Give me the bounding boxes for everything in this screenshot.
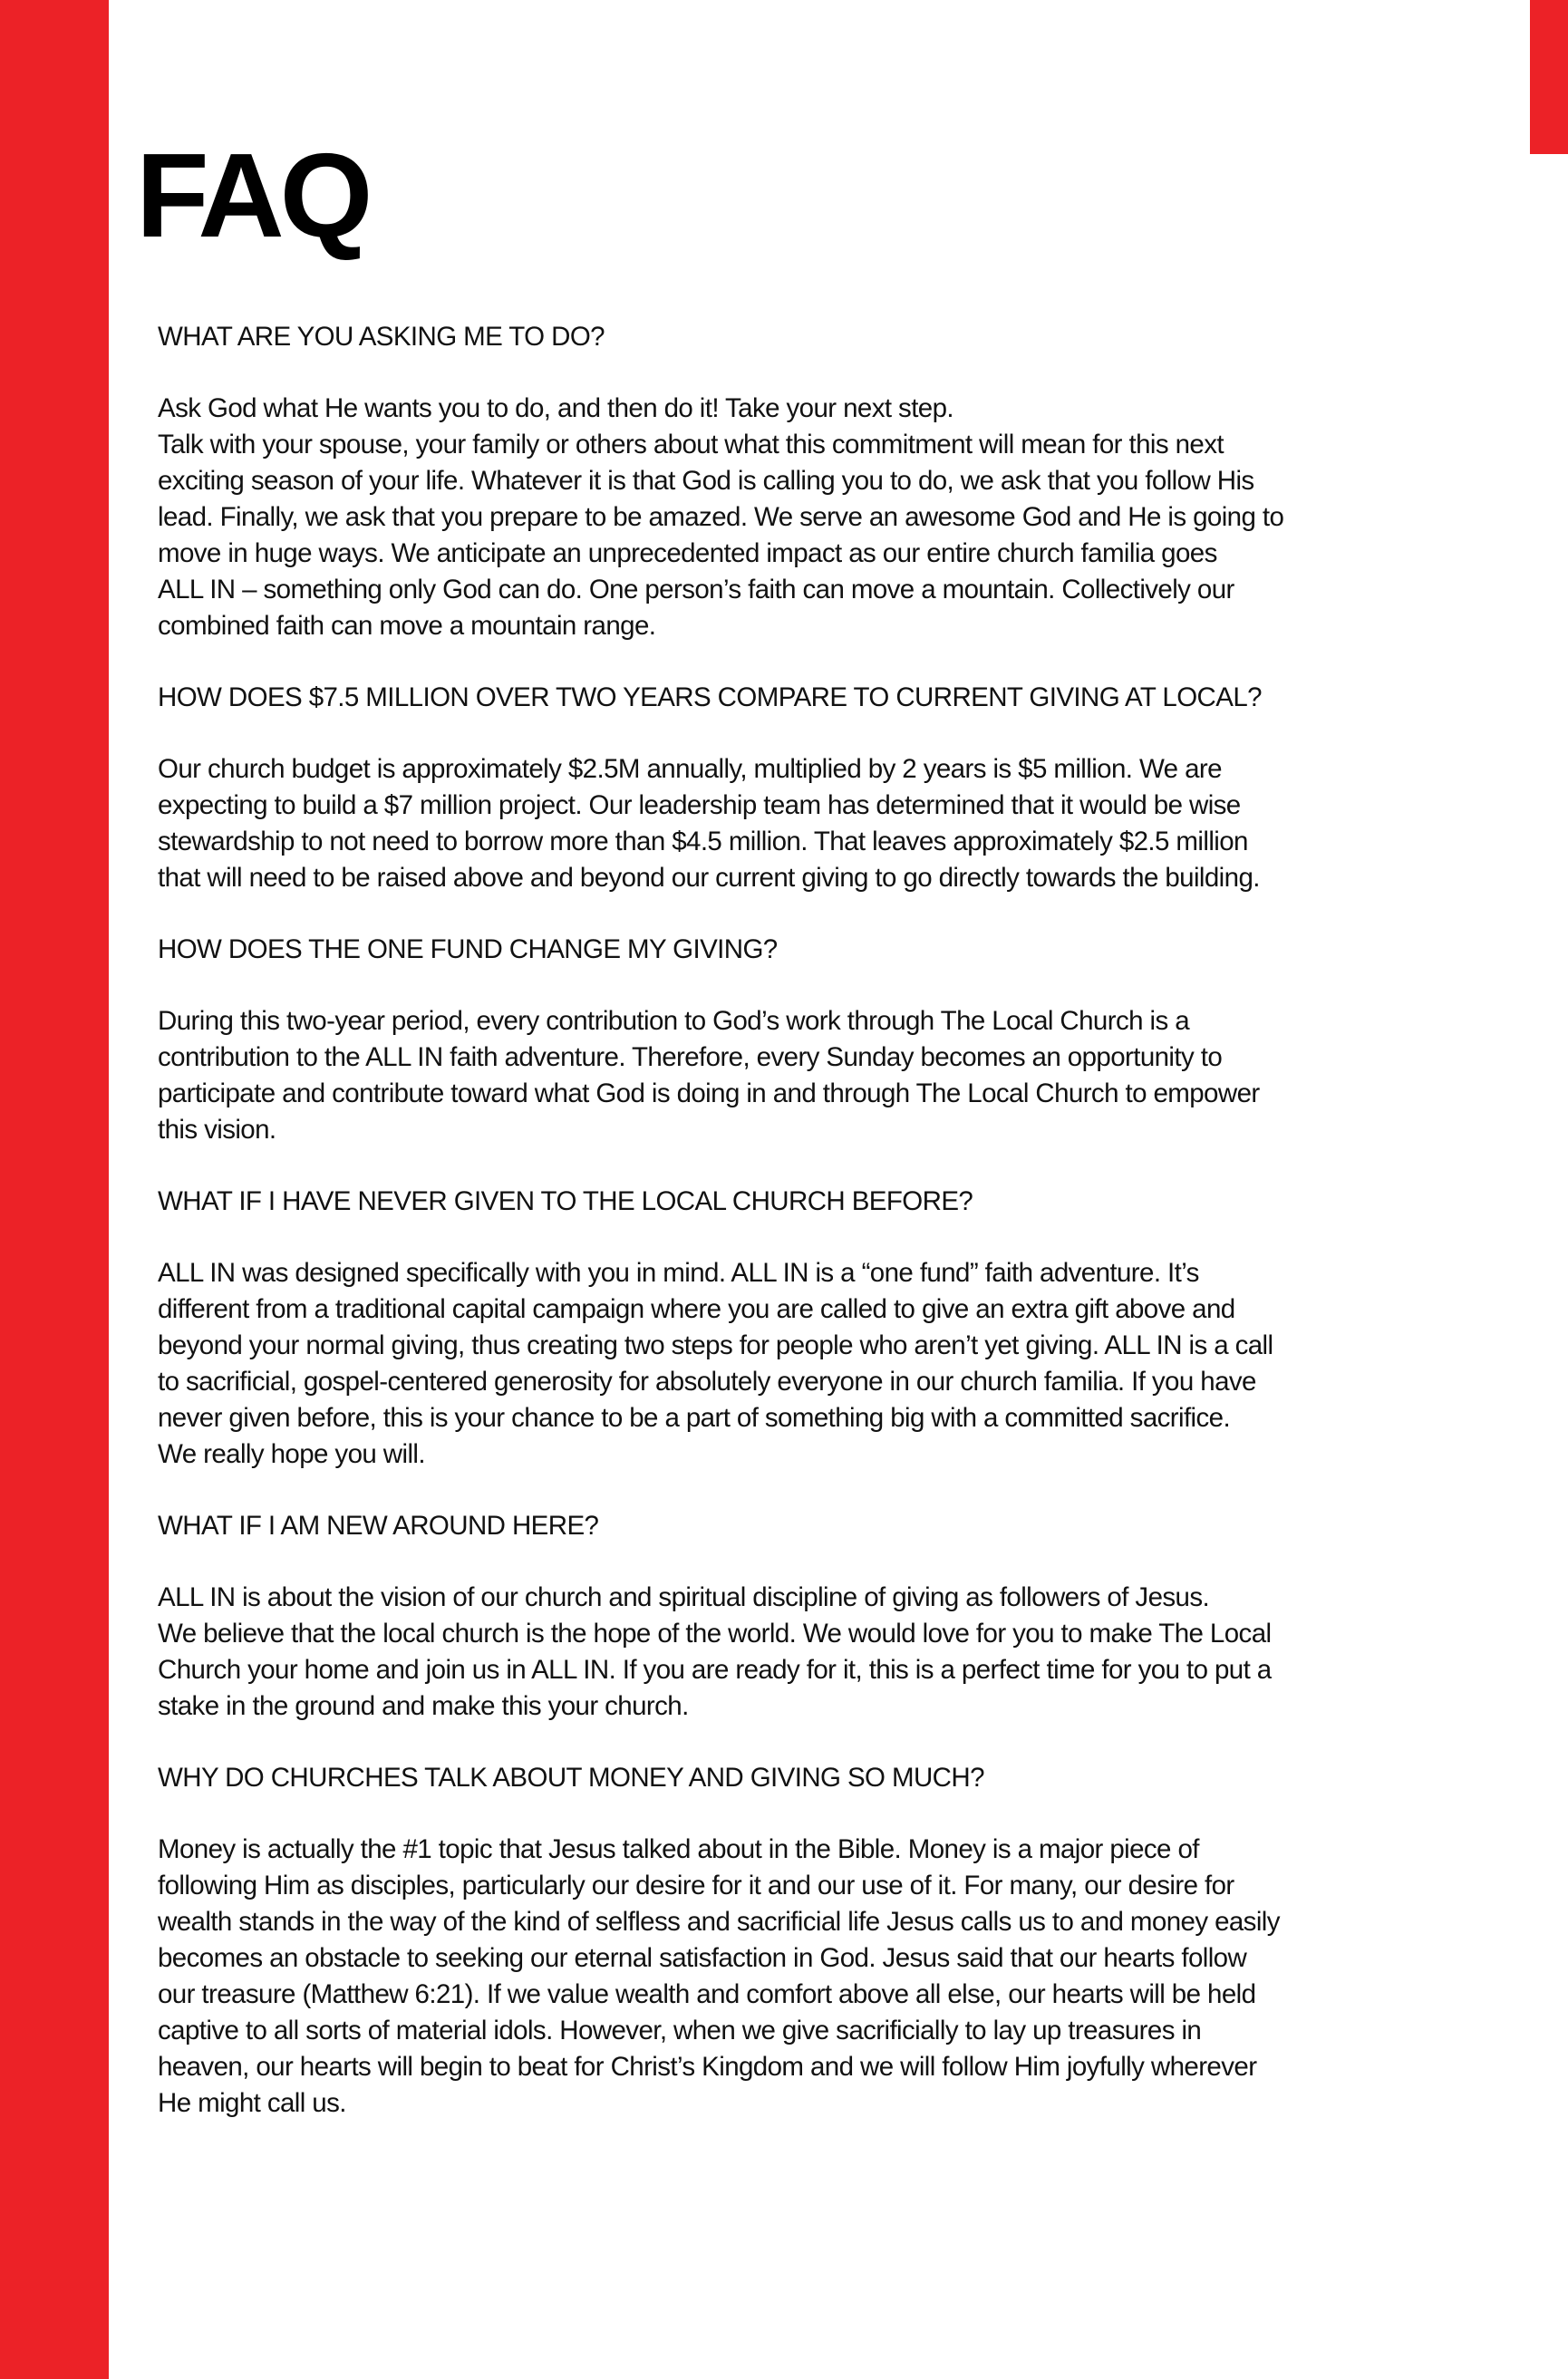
- faq-answer: [158, 1255, 1354, 1473]
- faq-answer: [158, 1580, 1354, 1725]
- answer-line: this vision.: [158, 1115, 276, 1145]
- answer-line: contribution to the ALL IN faith adventure. Therefore, every Sunday becomes an opportunity to: [158, 1042, 1223, 1072]
- answer-line: He might call us.: [158, 2088, 346, 2118]
- corner-accent-tab: [1530, 0, 1568, 154]
- answer-line: ALL IN was designed specifically with you in mind. ALL IN is a “one fund” faith adventure. It’s: [158, 1258, 1199, 1288]
- answer-line: never given before, this is your chance to be a part of something big with a committed sacrifice.: [158, 1403, 1231, 1433]
- answer-line: beyond your normal giving, thus creating two steps for people who aren’t yet giving. ALL IN is a call: [158, 1330, 1273, 1360]
- answer-line: Ask God what He wants you to do, and then do it! Take your next step.: [158, 393, 954, 423]
- faq-question: WHY DO CHURCHES TALK ABOUT MONEY AND GIVING SO MUCH?: [158, 1763, 984, 1793]
- answer-line: lead. Finally, we ask that you prepare to be amazed. We serve an awesome God and He is going to: [158, 502, 1284, 532]
- answer-line: We believe that the local church is the hope of the world. We would love for you to make The Local: [158, 1619, 1272, 1649]
- faq-question: HOW DOES THE ONE FUND CHANGE MY GIVING?: [158, 934, 778, 964]
- page-title: FAQ: [136, 129, 369, 262]
- answer-line: move in huge ways. We anticipate an unprecedented impact as our entire church familia goes: [158, 538, 1217, 568]
- faq-answer: [158, 1003, 1354, 1148]
- faq-item-new-here: [158, 1508, 1354, 1725]
- answer-line: becomes an obstacle to seeking our eternal satisfaction in God. Jesus said that our hearts follow: [158, 1943, 1247, 1973]
- answer-line: different from a traditional capital campaign where you are called to give an extra gift above and: [158, 1294, 1235, 1324]
- answer-line: Our church budget is approximately $2.5M annually, multiplied by 2 years is $5 million. We are: [158, 754, 1222, 784]
- answer-line: ALL IN is about the vision of our church and spiritual discipline of giving as followers of Jesus.: [158, 1582, 1210, 1612]
- answer-line: Talk with your spouse, your family or others about what this commitment will mean for this next: [158, 430, 1224, 459]
- answer-line: that will need to be raised above and beyond our current giving to go directly towards the building.: [158, 863, 1260, 893]
- answer-line: We really hope you will.: [158, 1439, 425, 1469]
- faq-item-money-talk: [158, 1760, 1354, 2122]
- answer-line: wealth stands in the way of the kind of selfless and sacrificial life Jesus calls us to and money easily: [158, 1907, 1280, 1937]
- answer-line: our treasure (Matthew 6:21). If we value wealth and comfort above all else, our hearts will be held: [158, 1979, 1256, 2009]
- faq-answer: [158, 751, 1354, 896]
- answer-line: During this two-year period, every contribution to God’s work through The Local Church is a: [158, 1006, 1190, 1036]
- answer-line: ALL IN – something only God can do. One person’s faith can move a mountain. Collectively our: [158, 575, 1234, 604]
- faq-answer: [158, 391, 1354, 644]
- faq-question: WHAT IF I AM NEW AROUND HERE?: [158, 1511, 599, 1541]
- left-accent-bar: [0, 0, 109, 2379]
- faq-item-asking: [158, 319, 1354, 644]
- answer-line: following Him as disciples, particularly our desire for it and our use of it. For many, our desire for: [158, 1871, 1234, 1900]
- answer-line: Church your home and join us in ALL IN. If you are ready for it, this is a perfect time for you to put a: [158, 1655, 1272, 1685]
- answer-line: Money is actually the #1 topic that Jesus talked about in the Bible. Money is a major piece of: [158, 1834, 1199, 1864]
- faq-item-compare-giving: [158, 680, 1354, 896]
- answer-line: stewardship to not need to borrow more than $4.5 million. That leaves approximately $2.5 million: [158, 827, 1248, 856]
- answer-line: heaven, our hearts will begin to beat for Christ’s Kingdom and we will follow Him joyfully wherever: [158, 2052, 1257, 2082]
- faq-question: HOW DOES $7.5 MILLION OVER TWO YEARS COMPARE TO CURRENT GIVING AT LOCAL?: [158, 682, 1262, 712]
- faq-item-never-given: [158, 1184, 1354, 1473]
- faq-question: WHAT IF I HAVE NEVER GIVEN TO THE LOCAL CHURCH BEFORE?: [158, 1186, 973, 1216]
- answer-line: exciting season of your life. Whatever it is that God is calling you to do, we ask that you follow His: [158, 466, 1254, 496]
- faq-list: [158, 319, 1354, 2157]
- answer-line: expecting to build a $7 million project. Our leadership team has determined that it would be wise: [158, 790, 1241, 820]
- answer-line: captive to all sorts of material idols. However, when we give sacrificially to lay up treasures in: [158, 2016, 1202, 2045]
- faq-answer: [158, 1832, 1354, 2122]
- faq-item-one-fund: [158, 932, 1354, 1148]
- answer-line: participate and contribute toward what God is doing in and through The Local Church to empower: [158, 1078, 1260, 1108]
- faq-question: WHAT ARE YOU ASKING ME TO DO?: [158, 322, 605, 352]
- answer-line: to sacrificial, gospel-centered generosity for absolutely everyone in our church familia. If you have: [158, 1367, 1256, 1397]
- answer-line: stake in the ground and make this your church.: [158, 1691, 689, 1721]
- answer-line: combined faith can move a mountain range.: [158, 611, 656, 641]
